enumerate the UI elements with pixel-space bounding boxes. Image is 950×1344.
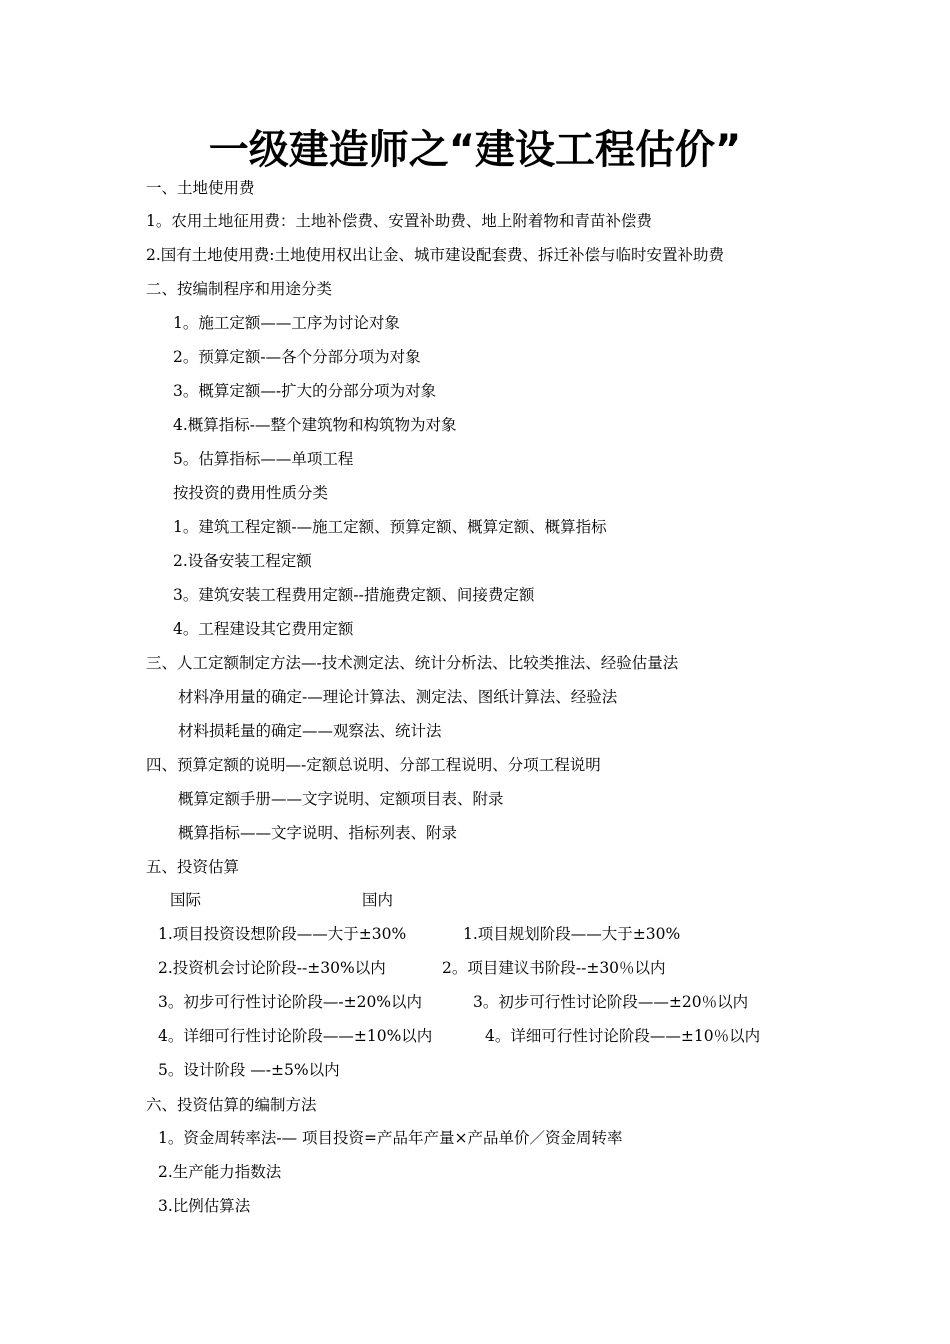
list-item: 1。农用土地征用费：土地补偿费、安置补助费、地上附着物和青苗补偿费	[146, 212, 652, 230]
section-heading-labor-quota: 三、人工定额制定方法—-技术测定法、统计分析法、比较类推法、经验估量法	[146, 654, 679, 672]
list-item: 2.生产能力指数法	[158, 1163, 282, 1181]
list-item: 2。预算定额-—各个分部分项为对象	[173, 348, 421, 366]
list-item: 1。资金周转率法-— 项目投资=产品年产量×产品单价／资金周转率	[158, 1129, 623, 1147]
list-item: 5。估算指标——单项工程	[173, 450, 354, 468]
list-item: 材料净用量的确定-—理论计算法、测定法、图纸计算法、经验法	[178, 688, 618, 706]
list-item: 4。工程建设其它费用定额	[173, 620, 354, 638]
list-item: 4.概算指标-—整个建筑物和构筑物为对象	[173, 416, 457, 434]
column-label-domestic: 国内	[362, 891, 394, 909]
list-item-international: 4。详细可行性讨论阶段——±10%以内	[158, 1027, 433, 1045]
list-item-international: 1.项目投资设想阶段——大于±30%	[158, 925, 407, 943]
list-item: 2.国有土地使用费:土地使用权出让金、城市建设配套费、拆迁补偿与临时安置补助费	[146, 246, 725, 264]
list-item: 1。施工定额——工序为讨论对象	[173, 314, 400, 332]
section-heading-investment-estimate: 五、投资估算	[146, 858, 240, 876]
list-item: 概算指标——文字说明、指标列表、附录	[178, 824, 458, 842]
list-item: 3.比例估算法	[158, 1197, 251, 1215]
list-item-international: 2.投资机会讨论阶段--±30%以内	[158, 959, 386, 977]
section-heading-quota-classification: 二、按编制程序和用途分类	[146, 280, 333, 298]
list-item-domestic: 3。初步可行性讨论阶段——±20％以内	[473, 993, 749, 1011]
list-item-international: 5。设计阶段 —-±5%以内	[158, 1061, 340, 1079]
section-heading-estimate-methods: 六、投资估算的编制方法	[146, 1096, 317, 1114]
list-item-international: 3。初步可行性讨论阶段—-±20%以内	[158, 993, 423, 1011]
document-title: 一级建造师之“建设工程估价”	[208, 127, 742, 173]
section-heading-land-use: 一、土地使用费	[146, 179, 255, 197]
list-item: 材料损耗量的确定——观察法、统计法	[178, 722, 442, 740]
list-item: 2.设备安装工程定额	[173, 552, 312, 570]
subheading-cost-nature: 按投资的费用性质分类	[173, 484, 329, 502]
list-item-domestic: 1.项目规划阶段——大于±30%	[463, 925, 681, 943]
list-item: 3。概算定额—-扩大的分部分项为对象	[173, 382, 437, 400]
section-heading-budget-quota: 四、预算定额的说明—-定额总说明、分部工程说明、分项工程说明	[146, 756, 601, 774]
list-item-domestic: 2。项目建议书阶段--±30％以内	[442, 959, 666, 977]
list-item: 概算定额手册——文字说明、定额项目表、附录	[178, 790, 504, 808]
list-item-domestic: 4。详细可行性讨论阶段——±10％以内	[485, 1027, 761, 1045]
list-item: 1。建筑工程定额-—施工定额、预算定额、概算定额、概算指标	[173, 518, 607, 536]
list-item: 3。建筑安装工程费用定额--措施费定额、间接费定额	[173, 586, 535, 604]
column-label-international: 国际	[170, 891, 202, 909]
